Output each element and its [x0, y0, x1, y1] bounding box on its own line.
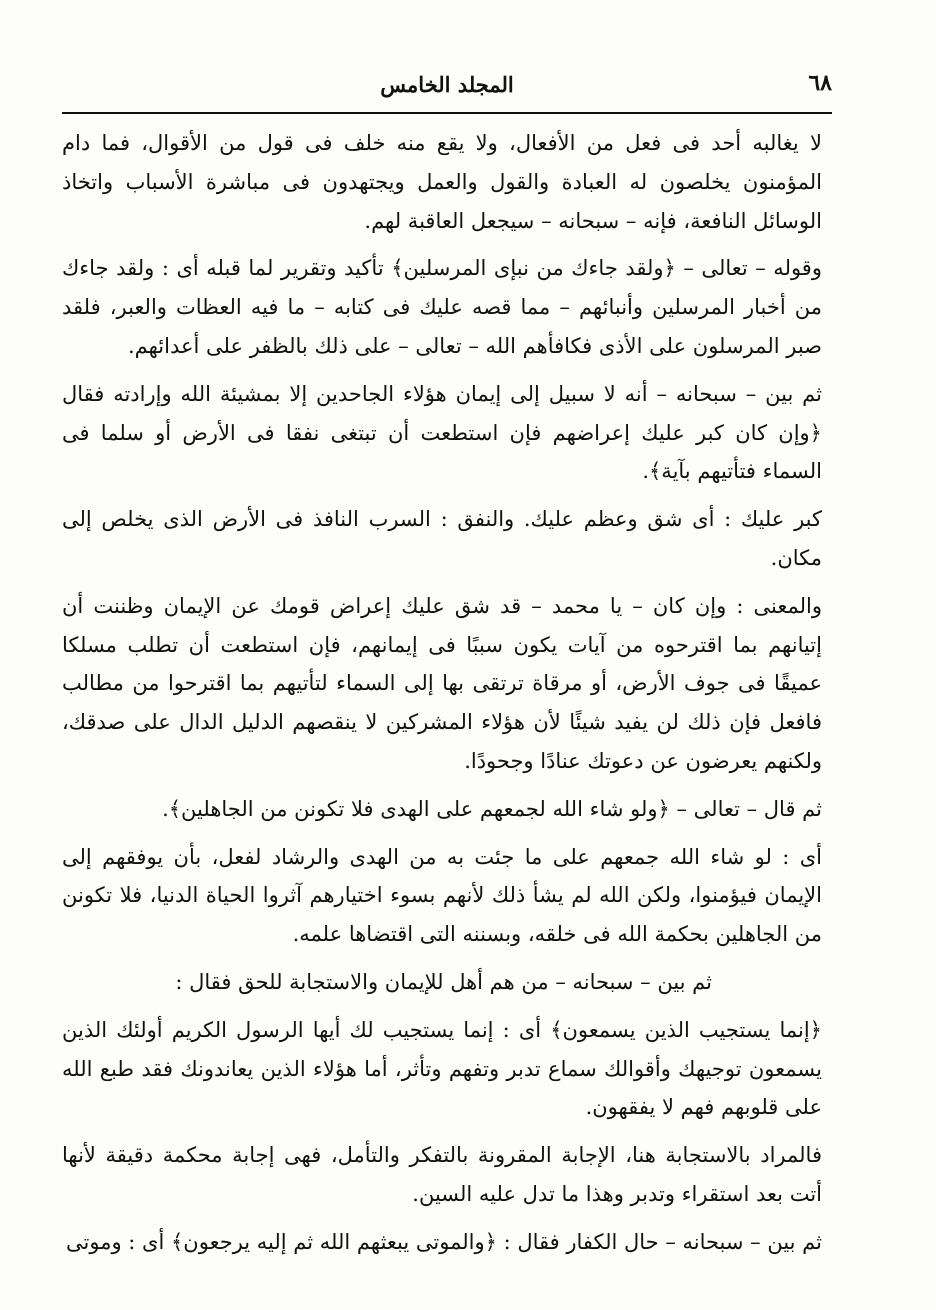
paragraph: لا يغالبه أحد فى فعل من الأفعال، ولا يقع منه خلف فى قول من الأقوال، فما دام المؤمنون يخلصون له العبادة والقول والعمل ويجتهدون فى مباشرة الأسباب واتخاذ الوسائل النافعة، فإنه – سبحانه – سيجعل العاقبة لهم.: [62, 131, 822, 233]
paragraph: كبر عليك : أى شق وعظم عليك. والنفق : السرب النافذ فى الأرض الذى يخلص إلى مكان.: [62, 507, 822, 570]
paragraph: ثم بين – سبحانه – من هم أهل للإيمان والاستجابة للحق فقال :: [175, 969, 712, 994]
paragraph: ثم قال – تعالى – ﴿ولو شاء الله لجمعهم على الهدى فلا تكونن من الجاهلين﴾.: [162, 796, 822, 821]
running-title: المجلد الخامس: [380, 72, 514, 97]
paragraph: ﴿إنما يستجيب الذين يسمعون﴾ أى : إنما يستجيب لك أيها الرسول الكريم أولئك الذين يسمعون توجيهك وأقوالك سماع تدبر وتفهم وتأثر، أما هؤلاء الذين يعاندونك فقد طبع الله على قلوبهم فهم لا يفقهون.: [62, 1017, 822, 1120]
paragraph: فالمراد بالاستجابة هنا، الإجابة المقرونة بالتفكر والتأمل، فهى إجابة محكمة دقيقة لأنها أتت بعد استقراء وتدبر وهذا ما تدل عليه السين.: [62, 1143, 822, 1206]
paragraph: والمعنى : وإن كان – يا محمد – قد شق عليك إعراض قومك عن الإيمان وظننت أن إتيانهم بما اقترحوه من آيات يكون سببًا فى إيمانهم، فإن استطعت أن تطلب مسلكا عميقًا فى جوف الأرض، أو مرقاة ترتقى بها إلى السماء لتأتيهم بما اقترحوا من مطالب فافعل فإن ذلك لن يفيد شيئًا لأن هؤلاء المشركين لا ينقصهم الدليل الدال على صدقك، ولكنهم يعرضون عن دعوتك عنادًا وجحودًا.: [62, 593, 822, 773]
paragraph: ثم بين – سبحانه – أنه لا سبيل إلى إيمان هؤلاء الجاحدين إلا بمشيئة الله وإرادته فقال ﴿وإن كان كبر عليك إعراضهم فإن استطعت أن تبتغى نفقا فى الأرض أو سلما فى السماء فتأتيهم بآية﴾.: [62, 381, 822, 484]
paragraph: وقوله – تعالى – ﴿ولقد جاءك من نبإى المرسلين﴾ تأكيد وتقرير لما قبله أى : ولقد جاءك من أخبار المرسلين وأنبائهم – مما قصه عليك فى كتابه – ما فيه العظات والعبر، فلقد صبر المرسلون على الأذى فكافأهم الله – تعالى – على ذلك بالظفر على أعدائهم.: [62, 256, 822, 358]
page-body: [62, 124, 822, 1271]
page-header: [62, 70, 832, 106]
page-number: ٦٨: [808, 70, 832, 96]
paragraph: أى : لو شاء الله جمعهم على ما جئت به من الهدى والرشاد لفعل، بأن يوفقهم إلى الإيمان فيؤمنوا، ولكن الله لم يشأ ذلك لأنهم بسوء اختيارهم آثروا الحياة الدنيا، فلا تكونن من الجاهلين بحكمة الله فى خلقه، وبسننه التى اقتضاها علمه.: [62, 844, 822, 947]
header-divider: [62, 112, 832, 114]
paragraph: ثم بين – سبحانه – حال الكفار فقال : ﴿والموتى يبعثهم الله ثم إليه يرجعون﴾ أى : وموتى: [66, 1229, 822, 1254]
